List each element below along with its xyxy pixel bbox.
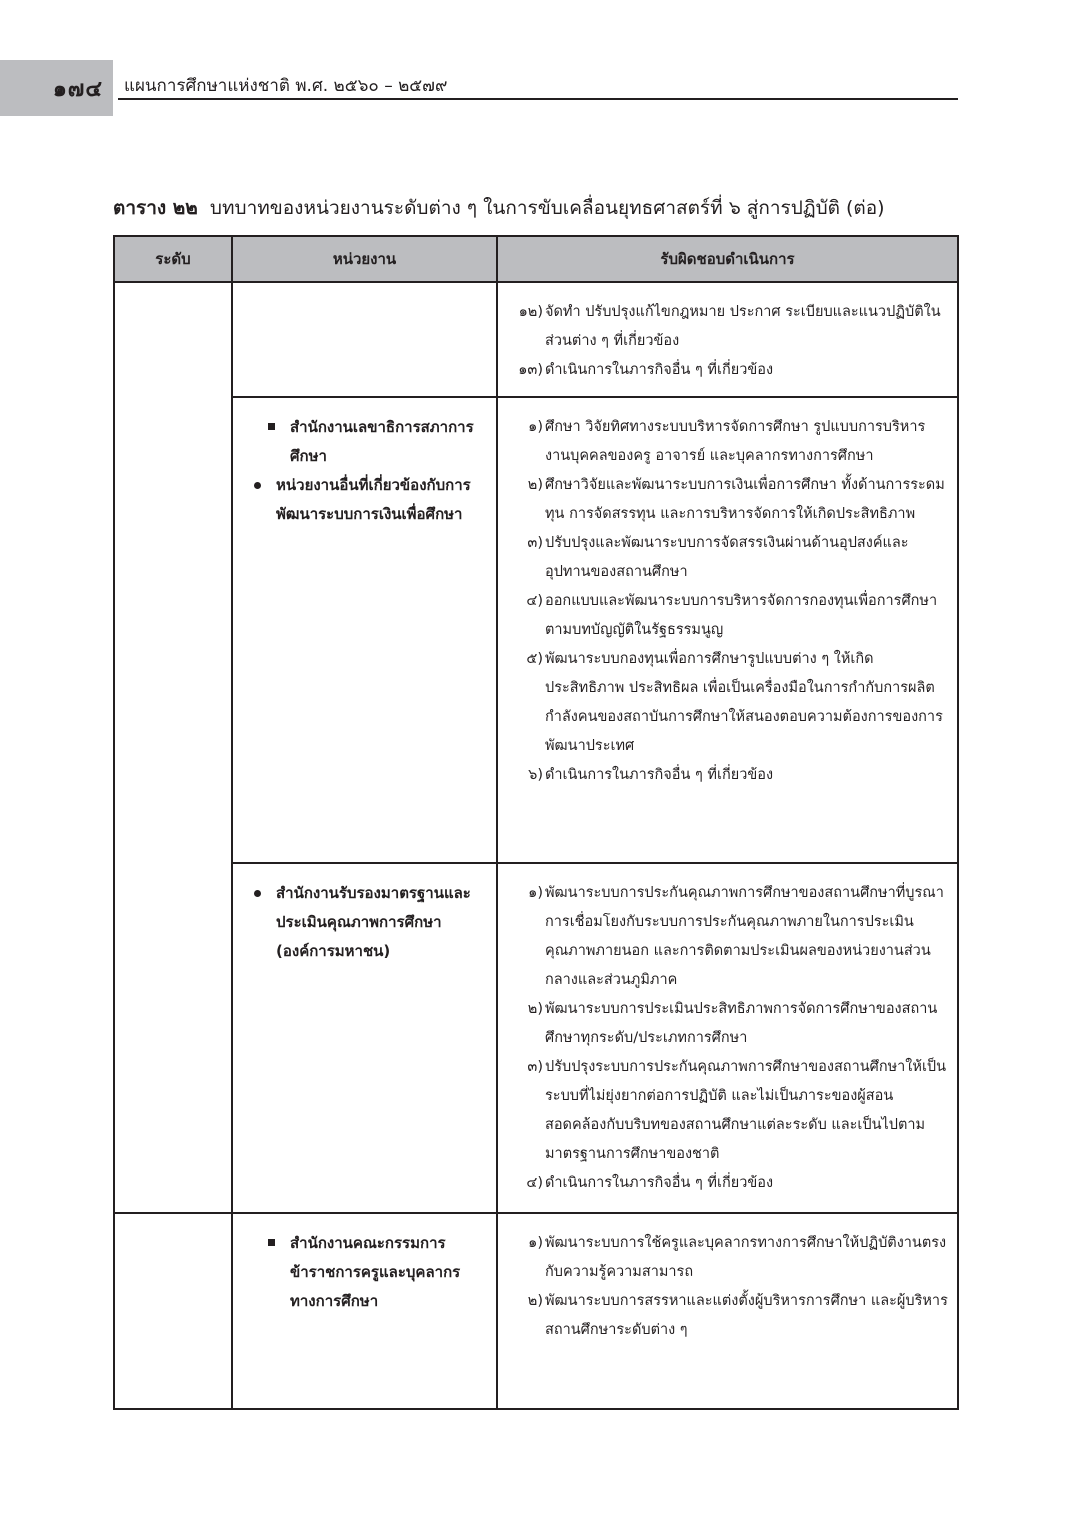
duty-text: พัฒนาระบบการใช้ครูและบุคลากรทางการศึกษาให้ปฏิบัติงานตรงกับความรู้ความสามารถ: [545, 1235, 947, 1280]
duty-number: ๑): [528, 419, 543, 435]
duty-item: [511, 471, 948, 529]
duty-number: ๑๓): [518, 362, 543, 378]
duty-item: [511, 413, 948, 471]
agency-cell: [232, 1213, 497, 1409]
square-bullet-icon: [262, 413, 280, 442]
header-responsibility: รับผิดชอบดำเนินการ: [497, 236, 958, 282]
table-header-row: [114, 236, 958, 282]
duty-item: [511, 995, 948, 1053]
agency-name: หน่วยงานอื่นที่เกี่ยวข้องกับการพัฒนาระบบการเงินเพื่อศึกษา: [276, 476, 471, 523]
round-bullet-icon: [248, 879, 266, 908]
table-row: [114, 397, 958, 863]
duty-item: [511, 356, 948, 385]
duty-text: พัฒนาระบบกองทุนเพื่อการศึกษารูปแบบต่าง ๆ ให้เกิดประสิทธิภาพ ประสิทธิผล เพื่อเป็นเครื่องมือในการกำกับการผลิตกำลังคนของสถาบันการศึกษาให้สนองตอบความต้องการของการพัฒนาประเทศ: [545, 651, 943, 754]
duty-item: [511, 1229, 948, 1287]
duty-text: พัฒนาระบบการประกันคุณภาพการศึกษาของสถานศึกษาที่บูรณาการเชื่อมโยงกับระบบการประกันคุณภาพภายในการประเมินคุณภาพภายนอก และการติดตามประเมินผลของหน่วยงานส่วนกลางและส่วนภูมิภาค: [545, 885, 944, 988]
duty-number: ๒): [527, 1293, 543, 1309]
duty-number: ๔): [526, 593, 543, 609]
table-row: [114, 1213, 958, 1409]
page-number: ๑๗๔: [52, 76, 103, 102]
header-agency: หน่วยงาน: [232, 236, 497, 282]
duty-text: ปรับปรุงและพัฒนาระบบการจัดสรรเงินผ่านด้านอุปสงค์และอุปทานของสถานศึกษา: [545, 535, 909, 580]
duty-text: ออกแบบและพัฒนาระบบการบริหารจัดการกองทุนเพื่อการศึกษาตามบทบัญญัติในรัฐธรรมนูญ: [545, 593, 938, 638]
agency-item: [248, 413, 485, 471]
duty-item: [511, 587, 948, 645]
duty-text: พัฒนาระบบการประเมินประสิทธิภาพการจัดการศึกษาของสถานศึกษาทุกระดับ/ประเภทการศึกษา: [545, 1001, 938, 1046]
duty-number: ๑): [528, 1235, 543, 1251]
caption-label: ตาราง ๒๒: [113, 197, 198, 219]
duties-cell: [497, 397, 958, 863]
table-caption: [113, 193, 973, 223]
duty-number: ๓): [527, 1059, 543, 1075]
duty-number: ๑): [528, 885, 543, 901]
agency-name: สำนักงานรับรองมาตรฐานและประเมินคุณภาพการศึกษา (องค์การมหาชน): [276, 884, 471, 960]
header-level: ระดับ: [114, 236, 232, 282]
duty-item: [511, 298, 948, 356]
duty-text: ดำเนินการในภารกิจอื่น ๆ ที่เกี่ยวข้อง: [545, 767, 774, 783]
duty-text: พัฒนาระบบการสรรหาและแต่งตั้งผู้บริหารการศึกษา และผู้บริหารสถานศึกษาระดับต่าง ๆ: [545, 1293, 948, 1338]
duty-number: ๒): [527, 477, 543, 493]
duty-text: ศึกษาวิจัยและพัฒนาระบบการเงินเพื่อการศึกษา ทั้งด้านการระดมทุน การจัดสรรทุน และการบริหารจัดการให้เกิดประสิทธิภาพ: [545, 477, 945, 522]
duty-item: [511, 1053, 948, 1169]
duty-item: [511, 529, 948, 587]
duties-cell: [497, 282, 958, 397]
duty-number: ๓): [527, 535, 543, 551]
agency-item: [248, 471, 485, 529]
level-cell: [114, 1213, 232, 1409]
running-title: แผนการศึกษาแห่งชาติ พ.ศ. ๒๕๖๐ – ๒๕๗๙: [124, 76, 448, 96]
duty-number: ๑๒): [518, 304, 543, 320]
roles-table: [113, 235, 959, 1410]
table-row: [114, 863, 958, 1213]
agency-item: [248, 1229, 485, 1316]
agency-cell: [232, 397, 497, 863]
duty-text: ดำเนินการในภารกิจอื่น ๆ ที่เกี่ยวข้อง: [545, 1175, 774, 1191]
duties-cell: [497, 863, 958, 1213]
square-bullet-icon: [262, 1229, 280, 1258]
agency-name: สำนักงานเลขาธิการสภาการศึกษา: [290, 418, 474, 465]
agency-cell: [232, 282, 497, 397]
duty-text: ดำเนินการในภารกิจอื่น ๆ ที่เกี่ยวข้อง: [545, 362, 774, 378]
duty-text: ศึกษา วิจัยทิศทางระบบบริหารจัดการศึกษา รูปแบบการบริหารงานบุคคลของครู อาจารย์ และบุคลากรทางการศึกษา: [545, 419, 926, 464]
caption-text: บทบาทของหน่วยงานระดับต่าง ๆ ในการขับเคลื่อนยุทธศาสตร์ที่ ๖ สู่การปฏิบัติ (ต่อ): [209, 197, 885, 219]
duty-number: ๒): [527, 1001, 543, 1017]
duty-item: [511, 645, 948, 761]
duty-item: [511, 1169, 948, 1198]
duties-cell: [497, 1213, 958, 1409]
agency-item: [248, 879, 485, 966]
round-bullet-icon: [248, 471, 266, 500]
duty-number: ๕): [526, 651, 543, 667]
duty-item: [511, 879, 948, 995]
level-cell: [114, 282, 232, 1213]
duty-item: [511, 761, 948, 790]
agency-name: สำนักงานคณะกรรมการข้าราชการครูและบุคลากรทางการศึกษา: [290, 1234, 461, 1310]
header-rule: [118, 98, 958, 100]
agency-cell: [232, 863, 497, 1213]
duty-number: ๔): [526, 1175, 543, 1191]
duty-text: ปรับปรุงระบบการประกันคุณภาพการศึกษาของสถานศึกษาให้เป็นระบบที่ไม่ยุ่งยากต่อการปฏิบัติ และไม่เป็นภาระของผู้สอน สอดคล้องกับบริบทของสถานศึกษาแต่ละระดับ และเป็นไปตามมาตรฐานการศึกษาของชาติ: [545, 1059, 947, 1162]
duty-item: [511, 1287, 948, 1345]
duty-number: ๖): [528, 767, 543, 783]
table-row: [114, 282, 958, 397]
duty-text: จัดทำ ปรับปรุงแก้ไขกฎหมาย ประกาศ ระเบียบและแนวปฏิบัติในส่วนต่าง ๆ ที่เกี่ยวข้อง: [545, 304, 941, 349]
